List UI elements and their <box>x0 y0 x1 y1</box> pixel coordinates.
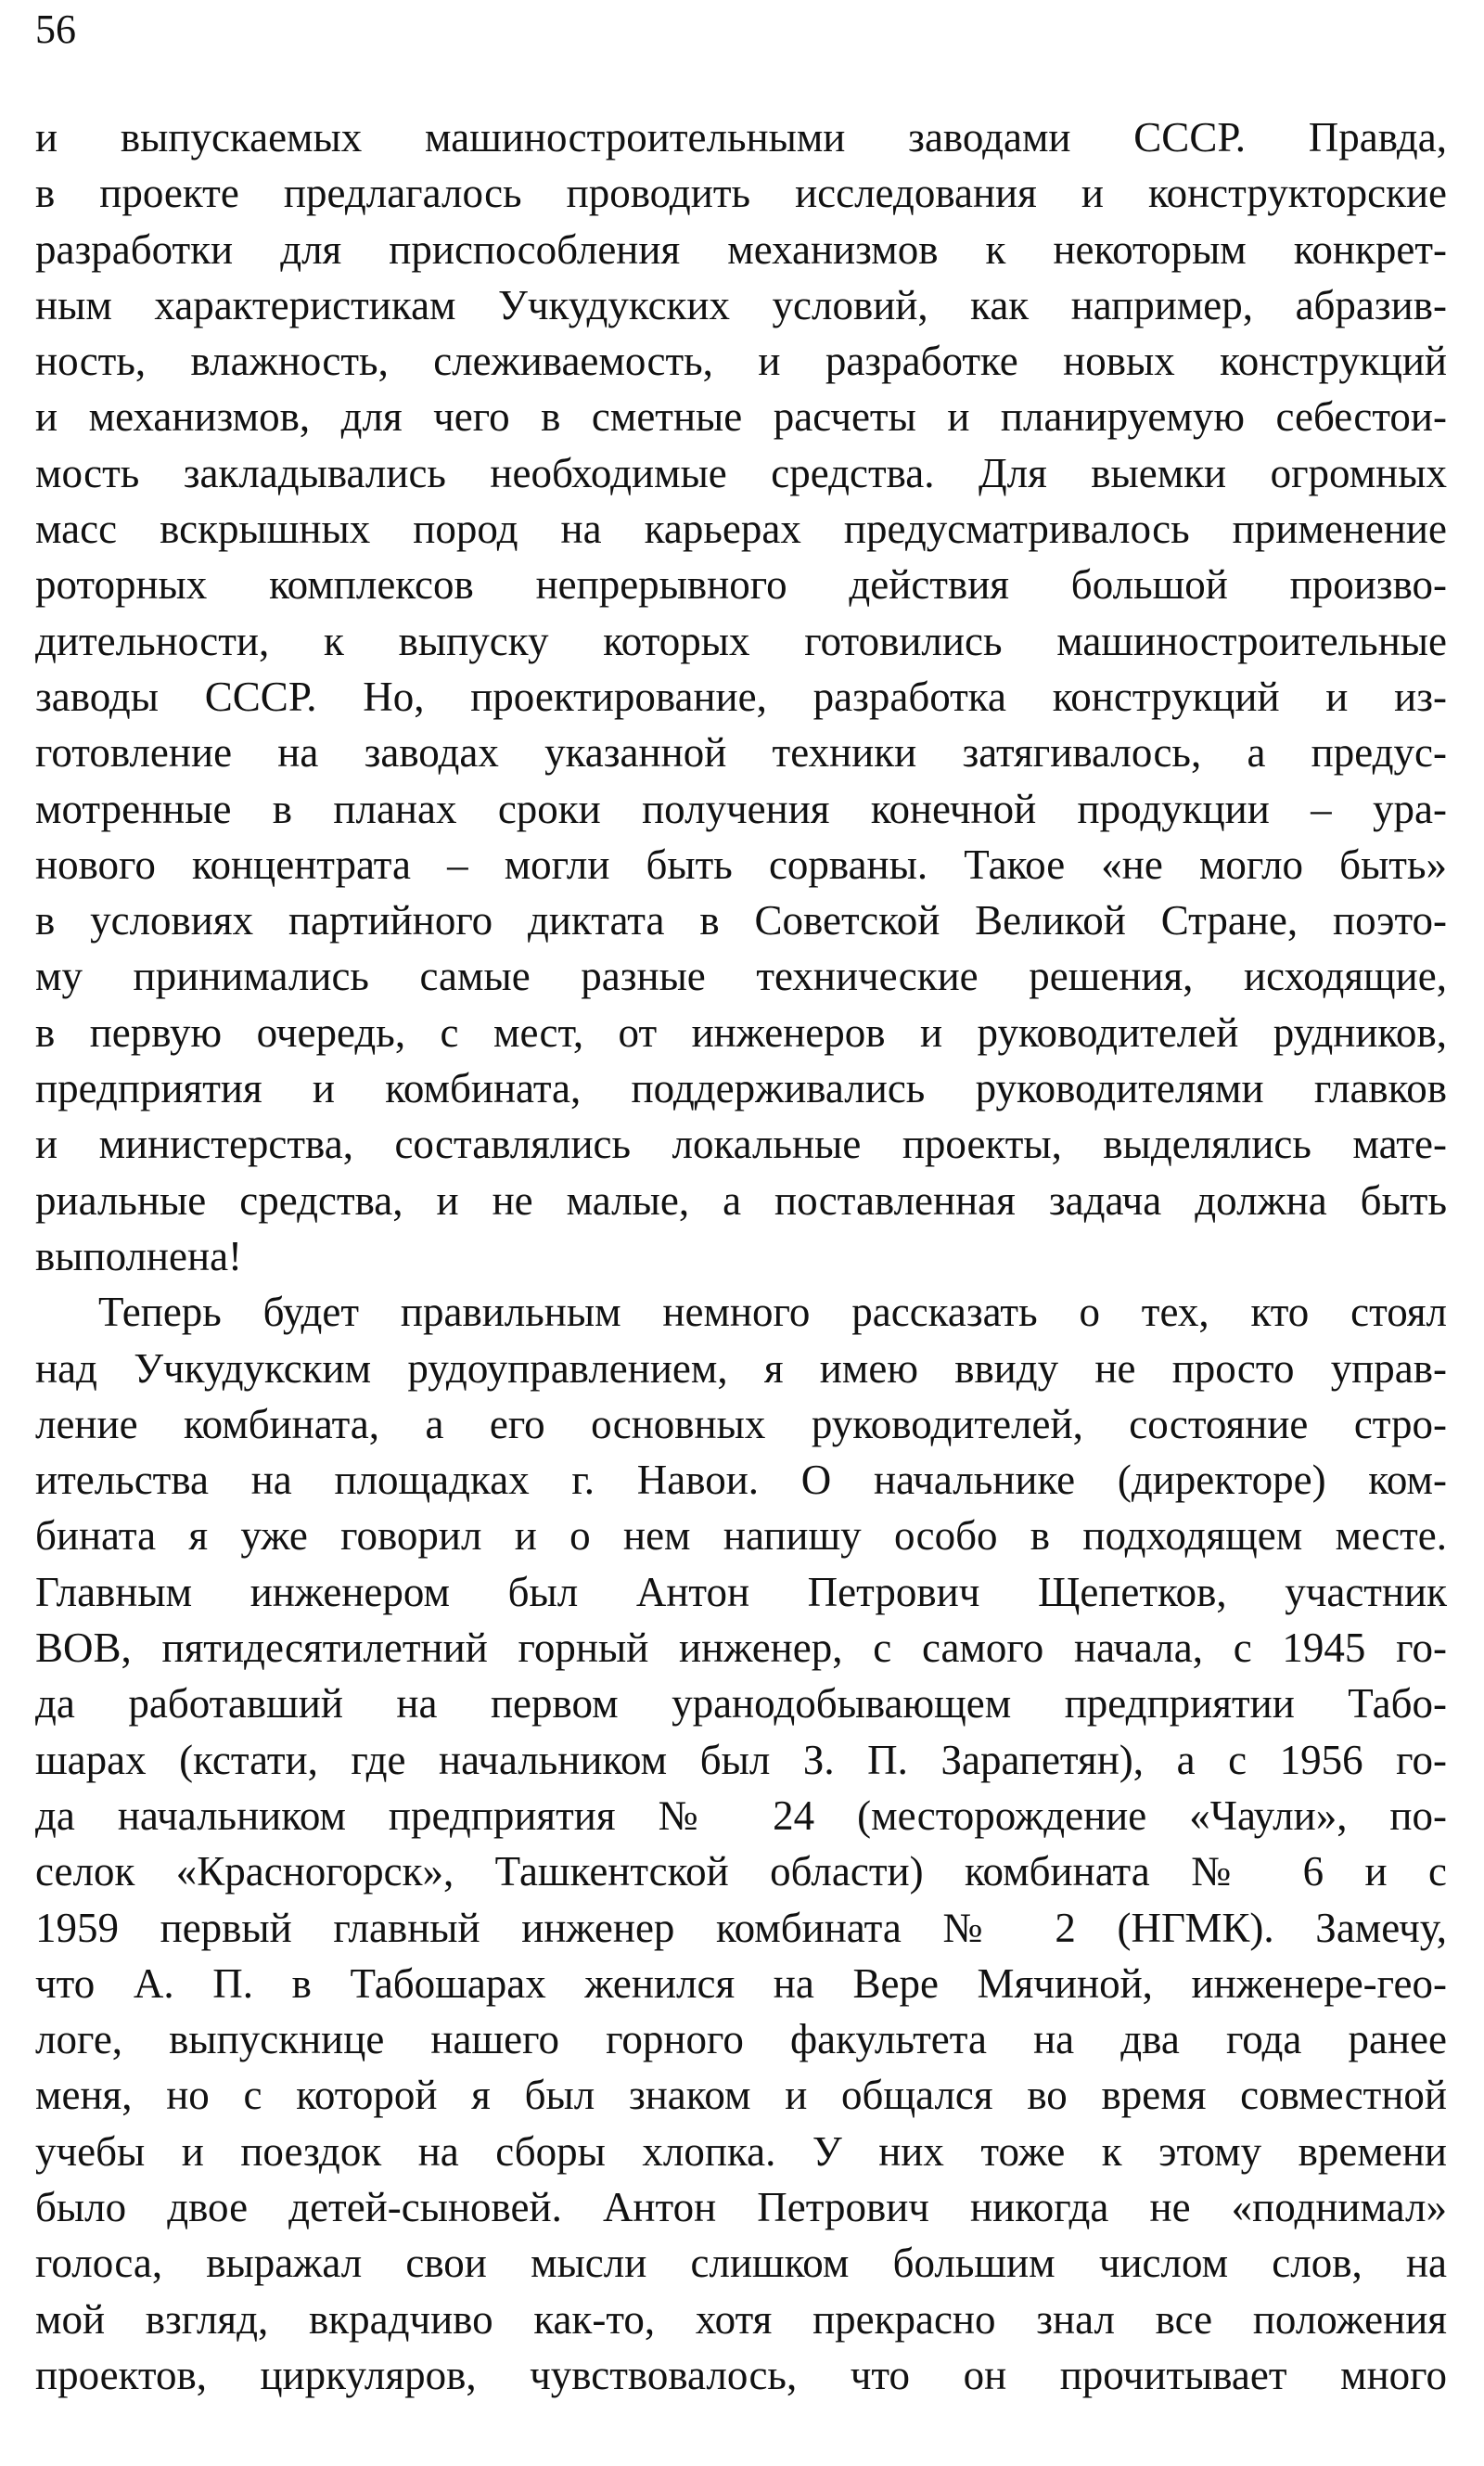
text-line: ление комбината, а его основных руководителей, состояние стро- <box>35 1400 1447 1447</box>
text-line: ительства на площадках г. Навои. О начальнике (директоре) ком- <box>35 1457 1447 1504</box>
text-line: риальные средства, и не малые, а поставленная задача должна быть <box>35 1176 1447 1224</box>
text-line: ВОВ, пятидесятилетний горный инженер, с самого начала, с 1945 го- <box>35 1625 1447 1672</box>
text-line: было двое детей-сыновей. Антон Петрович никогда не «поднимал» <box>35 2183 1447 2230</box>
text-line: готовление на заводах указанной техники затягивалось, а предус- <box>35 729 1447 777</box>
text-line: и выпускаемых машиностроительными заводами СССР. Правда, <box>35 114 1447 161</box>
text-line: ность, влажность, слеживаемость, и разработке новых конструкций <box>35 338 1447 385</box>
text-line: мой взгляд, вкрадчиво как-то, хотя прекрасно знал все положения <box>35 2295 1447 2343</box>
text-line: мость закладывались необходимые средства. Для выемки огромных <box>35 449 1447 496</box>
paragraph-1 <box>35 109 1447 1284</box>
text-line: голоса, выражал свои мысли слишком большим числом слов, на <box>35 2240 1447 2287</box>
text-line: что А. П. в Табошарах женился на Вере Мячиной, инженере-гео- <box>35 1959 1447 2007</box>
text-line: заводы СССР. Но, проектирование, разработка конструкций и из- <box>35 673 1447 720</box>
text-line: и механизмов, для чего в сметные расчеты и планируемую себестои- <box>35 393 1447 441</box>
text-line: выполнена! <box>35 1232 243 1279</box>
text-line: логе, выпускнице нашего горного факультета на два года ранее <box>35 2016 1447 2063</box>
text-line: в условиях партийного диктата в Советской Великой Стране, поэто- <box>35 897 1447 944</box>
text-line: в проекте предлагалось проводить исследования и конструкторские <box>35 170 1447 217</box>
text-line: меня, но с которой я был знаком и общался во время совместной <box>35 2072 1447 2119</box>
text-line: да начальником предприятия № 24 (месторождение «Чаули», по- <box>35 1792 1447 1839</box>
text-line: роторных комплексов непрерывного действия большой произво- <box>35 561 1447 609</box>
text-line: да работавший на первом уранодобывающем предприятии Табо- <box>35 1680 1447 1727</box>
body-text <box>35 109 1447 2403</box>
text-line: 1959 первый главный инженер комбината № 2 (НГМК). Замечу, <box>35 1904 1447 1951</box>
text-line: дительности, к выпуску которых готовились машиностроительные <box>35 617 1447 664</box>
text-line: селок «Красногорск», Ташкентской области) комбината № 6 и с <box>35 1848 1447 1895</box>
text-line: шарах (кстати, где начальником был З. П. Зарапетян), а с 1956 го- <box>35 1736 1447 1783</box>
text-line: нового концентрата – могли быть сорваны. Такое «не могло быть» <box>35 841 1447 888</box>
text-line: ным характеристикам Учкудукских условий, как например, абразив- <box>35 281 1447 328</box>
paragraph-2 <box>35 1284 1447 2403</box>
text-line: бината я уже говорил и о нем напишу особо в подходящем месте. <box>35 1512 1447 1560</box>
text-line: предприятия и комбината, поддерживались руководителями главков <box>35 1065 1447 1112</box>
text-line: над Учкудукским рудоуправлением, я имею ввиду не просто управ- <box>35 1344 1447 1392</box>
text-line: учебы и поездок на сборы хлопка. У них тоже к этому времени <box>35 2127 1447 2175</box>
text-line: Теперь будет правильным немного рассказать о тех, кто стоял <box>98 1289 1447 1336</box>
page-number: 56 <box>35 6 76 52</box>
text-line: му принимались самые разные технические решения, исходящие, <box>35 953 1447 1000</box>
text-line: масс вскрышных пород на карьерах предусматривалось применение <box>35 506 1447 553</box>
text-line: в первую очередь, с мест, от инженеров и руководителей рудников, <box>35 1008 1447 1056</box>
text-line: разработки для приспособления механизмов к некоторым конкрет- <box>35 225 1447 273</box>
text-line: мотренные в планах сроки получения конечной продукции – ура- <box>35 785 1447 832</box>
text-line: проектов, циркуляров, чувствовалось, что он прочитывает много <box>35 2351 1447 2398</box>
text-line: и министерства, составлялись локальные проекты, выделялись мате- <box>35 1121 1447 1168</box>
text-line: Главным инженером был Антон Петрович Щепетков, участник <box>35 1568 1447 1615</box>
